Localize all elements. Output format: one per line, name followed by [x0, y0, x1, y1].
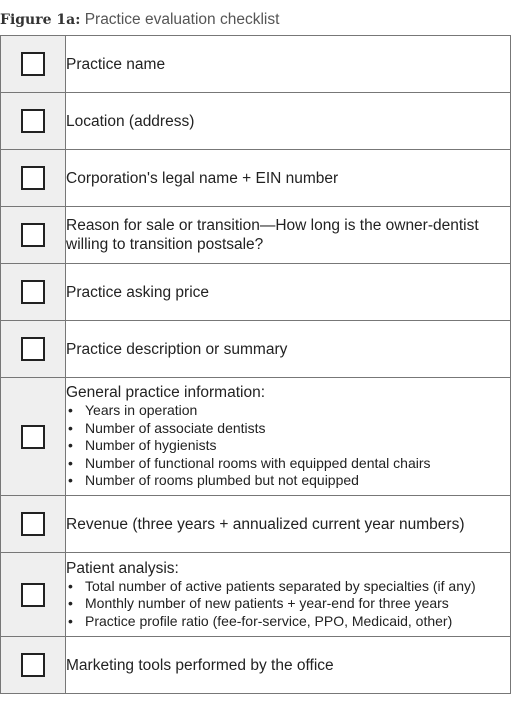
checkbox[interactable] — [21, 653, 45, 677]
bullet-item: • Number of rooms plumbed but not equipped — [66, 472, 510, 490]
bullet-item: • Monthly number of new patients + year-end for three years — [66, 595, 510, 613]
checklist-row — [1, 264, 511, 321]
item-label: Location (address) — [66, 112, 195, 130]
checklist-row — [1, 553, 511, 637]
checklist-row — [1, 93, 511, 150]
checkbox[interactable] — [21, 337, 45, 361]
checkbox-cell — [1, 378, 66, 496]
item-label: Patient analysis: — [66, 559, 179, 577]
checkbox-cell — [1, 637, 66, 694]
bullet-item: • Years in operation — [66, 402, 510, 420]
checkbox[interactable] — [21, 512, 45, 536]
checklist-row — [1, 207, 511, 264]
item-label: Practice name — [66, 55, 166, 73]
checklist-row — [1, 496, 511, 553]
checkbox[interactable] — [21, 425, 45, 449]
item-text-cell — [66, 321, 511, 378]
checkbox-cell — [1, 93, 66, 150]
bullet-item: • Number of hygienists — [66, 437, 510, 455]
checklist-row — [1, 150, 511, 207]
checkbox-cell — [1, 553, 66, 637]
checkbox[interactable] — [21, 52, 45, 76]
item-text-cell — [66, 496, 511, 553]
bullet-list — [66, 578, 510, 631]
figure-title: Practice evaluation checklist — [84, 11, 280, 28]
item-label: Practice description or summary — [66, 340, 288, 358]
item-label: General practice information: — [66, 384, 266, 402]
item-label: Practice asking price — [66, 283, 210, 301]
checkbox-cell — [1, 207, 66, 264]
bullet-item: • Total number of active patients separated by specialties (if any) — [66, 578, 510, 596]
item-text-cell — [66, 378, 511, 496]
checkbox-cell — [1, 36, 66, 93]
item-text-cell — [66, 36, 511, 93]
item-text-cell — [66, 637, 511, 694]
item-label: Reason for sale or transition—How long is the owner-dentist willing to transition postsale? — [66, 217, 479, 253]
item-label: Marketing tools performed by the office — [66, 656, 334, 674]
checkbox-cell — [1, 150, 66, 207]
checkbox-cell — [1, 264, 66, 321]
bullet-list — [66, 402, 510, 490]
bullet-item: • Number of functional rooms with equipped dental chairs — [66, 455, 510, 473]
checklist-row — [1, 378, 511, 496]
bullet-item: • Number of associate dentists — [66, 420, 510, 438]
checklist-table — [0, 35, 511, 694]
figure-caption — [0, 9, 279, 31]
bullet-item: • Practice profile ratio (fee-for-service, PPO, Medicaid, other) — [66, 613, 510, 631]
checklist-row — [1, 637, 511, 694]
checkbox-cell — [1, 496, 66, 553]
item-label: Revenue (three years + annualized current year numbers) — [66, 515, 465, 533]
checkbox-cell — [1, 321, 66, 378]
checkbox[interactable] — [21, 223, 45, 247]
checklist-row — [1, 36, 511, 93]
item-text-cell — [66, 93, 511, 150]
item-text-cell — [66, 207, 511, 264]
item-text-cell — [66, 553, 511, 637]
figure-label: Figure 1a: — [0, 12, 81, 28]
checkbox[interactable] — [21, 280, 45, 304]
item-text-cell — [66, 264, 511, 321]
checklist-row — [1, 321, 511, 378]
checkbox[interactable] — [21, 166, 45, 190]
item-text-cell — [66, 150, 511, 207]
checkbox[interactable] — [21, 583, 45, 607]
item-label: Corporation's legal name + EIN number — [66, 169, 339, 187]
checkbox[interactable] — [21, 109, 45, 133]
